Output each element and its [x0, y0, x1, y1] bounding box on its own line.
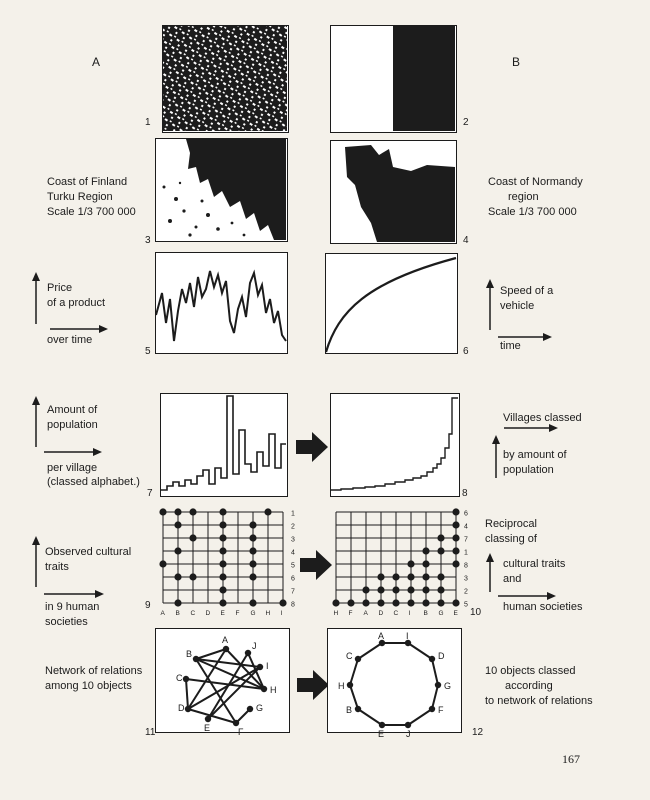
- matrix-dot: [452, 521, 459, 528]
- caption-line: per village: [47, 462, 98, 474]
- matrix-dot: [452, 547, 459, 554]
- network-node: [205, 716, 211, 722]
- caption-line: Network of relations: [45, 665, 143, 677]
- matrix-dot: [249, 560, 256, 567]
- caption-line: Price: [47, 282, 73, 294]
- network-panel: [155, 628, 290, 737]
- matrix-dot: [347, 599, 354, 606]
- matrix-dot: [219, 508, 226, 515]
- network-edge: [408, 643, 432, 659]
- column-label: D: [205, 610, 211, 617]
- caption-line: Amount of: [47, 404, 98, 416]
- figure-number: 9: [145, 600, 151, 611]
- matrix-dot: [249, 599, 256, 606]
- matrix-dot: [159, 508, 166, 515]
- row-label: 1: [464, 549, 468, 557]
- network-node: [429, 706, 435, 712]
- population-histogram-panel: [160, 393, 288, 497]
- split-panel: [330, 25, 457, 133]
- network-node-label: D: [438, 651, 445, 661]
- figure-number: 2: [463, 117, 469, 128]
- matrix-dot: [377, 573, 384, 580]
- network-node-label: B: [346, 705, 353, 715]
- matrix-dot: [422, 560, 429, 567]
- matrix-dot: [219, 547, 226, 554]
- speed-curve: [326, 254, 456, 352]
- network-node-label: J: [252, 641, 257, 651]
- matrix-dot: [362, 586, 369, 593]
- arrow-right-icon: [296, 432, 328, 462]
- matrix-dot: [392, 573, 399, 580]
- matrix-dot: [159, 560, 166, 567]
- caption-line: Scale 1/3 700 000: [47, 206, 136, 218]
- speed-caption: [500, 284, 553, 314]
- network-node: [247, 706, 253, 712]
- matrix-dot: [407, 560, 414, 567]
- matrix-dot: [219, 560, 226, 567]
- column-label: F: [348, 610, 353, 617]
- figure-number: 10: [470, 607, 482, 618]
- column-label: A: [160, 610, 165, 617]
- caption-line: and: [503, 573, 522, 585]
- network-node-label: A: [378, 631, 385, 641]
- matrix-dot: [189, 534, 196, 541]
- ring-panel: [327, 628, 462, 739]
- matrix-dot: [189, 508, 196, 515]
- coast-normandy-caption: [488, 175, 583, 220]
- villages-classed-label: Villages classed: [503, 412, 582, 424]
- figure-number: 11: [145, 727, 156, 738]
- column-label: G: [438, 610, 444, 617]
- network-node: [347, 682, 353, 688]
- matrix-dot: [174, 547, 181, 554]
- row-label: 4: [291, 549, 295, 557]
- matrix-dot: [437, 586, 444, 593]
- matrix-dot: [392, 599, 399, 606]
- matrix-dot: [377, 586, 384, 593]
- caption-line: by amount of: [503, 449, 567, 461]
- finland-map-panel: [155, 138, 288, 242]
- caption-line: Coast of Normandy: [488, 176, 583, 188]
- over-time-label: over time: [47, 334, 93, 346]
- row-label: 3: [291, 536, 295, 544]
- network-edge: [350, 659, 358, 685]
- finland-coast-map: [156, 139, 286, 240]
- column-b-header: B: [512, 55, 521, 69]
- matrix-dot: [174, 521, 181, 528]
- reordered-traits-matrix: [328, 504, 473, 624]
- row-label: 8: [291, 601, 295, 609]
- network-node-label: C: [176, 673, 183, 683]
- matrix-dot: [422, 599, 429, 606]
- texture-panel: [162, 25, 289, 133]
- column-label: A: [363, 610, 368, 617]
- network-node: [193, 656, 199, 662]
- network-node-label: F: [438, 705, 444, 715]
- caption-line: (classed alphabet.): [47, 476, 140, 488]
- column-label: F: [235, 610, 240, 617]
- row-label: 6: [291, 575, 295, 583]
- network-node: [261, 686, 267, 692]
- network-node: [185, 706, 191, 712]
- network-node: [233, 720, 239, 726]
- matrix-dot: [422, 547, 429, 554]
- network-node-label: E: [378, 729, 385, 739]
- column-label: B: [175, 610, 180, 617]
- price-fluctuation-line: [156, 253, 286, 352]
- caption-line: of a product: [47, 297, 106, 309]
- column-label: G: [250, 610, 256, 617]
- network-node: [379, 722, 385, 728]
- network-node-label: F: [238, 727, 244, 737]
- matrix-dot: [422, 573, 429, 580]
- column-label: H: [265, 610, 271, 617]
- network-edge: [358, 643, 382, 659]
- matrix-dot: [437, 599, 444, 606]
- row-label: 8: [464, 562, 468, 570]
- caption-line: Scale 1/3 700 000: [488, 206, 577, 218]
- caption-line: population: [47, 419, 98, 431]
- column-label: H: [333, 610, 339, 617]
- network-node-label: H: [338, 681, 345, 691]
- network-edge: [432, 659, 438, 685]
- figure-number: 1: [145, 117, 151, 128]
- matrix-dot: [174, 599, 181, 606]
- row-label: 3: [464, 575, 468, 583]
- matrix-dot: [452, 534, 459, 541]
- figure-number: 6: [463, 346, 469, 357]
- network-edge: [358, 709, 382, 725]
- cultural-traits-caption: [45, 545, 131, 575]
- network-node-label: C: [346, 651, 353, 661]
- figure-number: 12: [472, 727, 484, 738]
- matrix-dot: [422, 586, 429, 593]
- network-edge: [408, 709, 432, 725]
- caption-line: classing of: [485, 533, 537, 545]
- matrix-dot: [377, 599, 384, 606]
- network-node: [355, 706, 361, 712]
- network-node: [245, 650, 251, 656]
- reciprocal-caption: [485, 517, 537, 547]
- column-label: E: [220, 610, 225, 617]
- caption-line: Speed of a: [500, 285, 554, 297]
- matrix-dot: [452, 508, 459, 515]
- network-node: [435, 682, 441, 688]
- network-node: [183, 676, 189, 682]
- traits-and-caption: [503, 557, 565, 587]
- matrix-dot: [407, 586, 414, 593]
- split-shape: [331, 26, 455, 131]
- population-caption: [47, 403, 98, 433]
- caption-line: population: [503, 464, 554, 476]
- network-caption: [45, 664, 142, 694]
- row-label: 6: [464, 510, 468, 518]
- classed-ring: [328, 629, 460, 739]
- column-label: D: [378, 610, 384, 617]
- normandy-map-panel: [330, 140, 457, 244]
- caption-line: vehicle: [500, 300, 535, 312]
- network-node-label: I: [266, 661, 269, 671]
- coast-finland-caption: [47, 175, 136, 220]
- matrix-dot: [437, 573, 444, 580]
- column-label: I: [408, 610, 411, 617]
- network-node: [223, 646, 229, 652]
- population-step-histogram: [161, 394, 286, 495]
- price-chart-panel: [155, 252, 288, 354]
- price-caption: [47, 281, 105, 311]
- page-number: 167: [562, 752, 580, 766]
- caption-line: Coast of Finland: [47, 176, 128, 188]
- row-label: 7: [291, 588, 295, 596]
- row-label: 2: [291, 523, 295, 531]
- figure-number: 8: [462, 488, 468, 499]
- caption-line: to network of relations: [485, 695, 593, 707]
- matrix-dot: [279, 599, 286, 606]
- matrix-dot: [264, 508, 271, 515]
- column-label: E: [453, 610, 458, 617]
- matrix-dot: [219, 534, 226, 541]
- matrix-dot: [452, 560, 459, 567]
- network-node: [429, 656, 435, 662]
- column-a-header: A: [92, 55, 101, 69]
- network-node: [355, 656, 361, 662]
- row-label: 2: [464, 588, 468, 596]
- network-node-label: G: [444, 681, 452, 691]
- per-village-caption: [47, 461, 140, 489]
- row-label: 5: [291, 562, 295, 570]
- network-node-label: B: [186, 649, 193, 659]
- network-node-label: J: [406, 729, 411, 739]
- arrow-right-icon: [297, 670, 329, 700]
- sorted-population-panel: [330, 393, 460, 497]
- caption-line: among 10 objects: [45, 680, 132, 692]
- normandy-coast-map: [331, 141, 455, 242]
- by-amount-caption: [503, 448, 567, 478]
- figure-number: 4: [463, 235, 469, 246]
- matrix-dot: [437, 534, 444, 541]
- figure-number: 7: [147, 488, 153, 499]
- speed-chart-panel: [325, 253, 458, 354]
- matrix-dot: [452, 599, 459, 606]
- matrix-dot: [437, 547, 444, 554]
- matrix-dot: [219, 573, 226, 580]
- caption-line: 10 objects classed: [485, 665, 576, 677]
- caption-line: Turku Region: [47, 191, 113, 203]
- network-node-label: I: [406, 631, 409, 641]
- human-societies-caption: [45, 600, 99, 630]
- caption-line: societies: [45, 616, 88, 628]
- human-societies-label: human societies: [503, 601, 583, 613]
- matrix-dot: [392, 586, 399, 593]
- matrix-dot: [407, 573, 414, 580]
- row-label: 5: [464, 601, 468, 609]
- network-edge: [186, 679, 188, 709]
- matrix-dot: [174, 573, 181, 580]
- caption-line: traits: [45, 561, 69, 573]
- column-label: B: [423, 610, 428, 617]
- caption-line: cultural traits: [503, 558, 566, 570]
- row-label: 1: [291, 510, 295, 518]
- column-label: I: [280, 610, 283, 617]
- matrix-dot: [362, 599, 369, 606]
- sorted-population-curve: [331, 394, 458, 495]
- texture-pattern: [163, 26, 287, 131]
- figure-number: 5: [145, 346, 151, 357]
- traits-matrix: [155, 504, 300, 624]
- matrix-dot: [332, 599, 339, 606]
- matrix-dot: [219, 521, 226, 528]
- network-node-label: H: [270, 685, 277, 695]
- network-node-label: G: [256, 703, 264, 713]
- column-label: C: [190, 610, 196, 617]
- caption-line: in 9 human: [45, 601, 100, 613]
- caption-line: region: [508, 191, 539, 203]
- caption-line: Observed cultural: [45, 546, 132, 558]
- relations-network: [156, 629, 288, 737]
- time-label: time: [500, 340, 521, 352]
- network-node-label: D: [178, 703, 185, 713]
- matrix-dot: [249, 521, 256, 528]
- network-node-label: E: [204, 723, 211, 733]
- row-label: 7: [464, 536, 468, 544]
- row-label: 4: [464, 523, 468, 531]
- classed-objects-caption: [485, 664, 593, 709]
- network-node: [257, 664, 263, 670]
- caption-line: Reciprocal: [485, 518, 537, 530]
- network-node: [405, 722, 411, 728]
- matrix-dot: [219, 586, 226, 593]
- matrix-dot: [249, 547, 256, 554]
- matrix-dot: [249, 534, 256, 541]
- matrix-dot: [174, 508, 181, 515]
- network-node-label: A: [222, 635, 229, 645]
- matrix-dot: [249, 573, 256, 580]
- matrix-dot: [407, 599, 414, 606]
- caption-line: according: [505, 680, 553, 692]
- matrix-dot: [219, 599, 226, 606]
- matrix-dot: [189, 573, 196, 580]
- figure-number: 3: [145, 235, 151, 246]
- column-label: C: [393, 610, 399, 617]
